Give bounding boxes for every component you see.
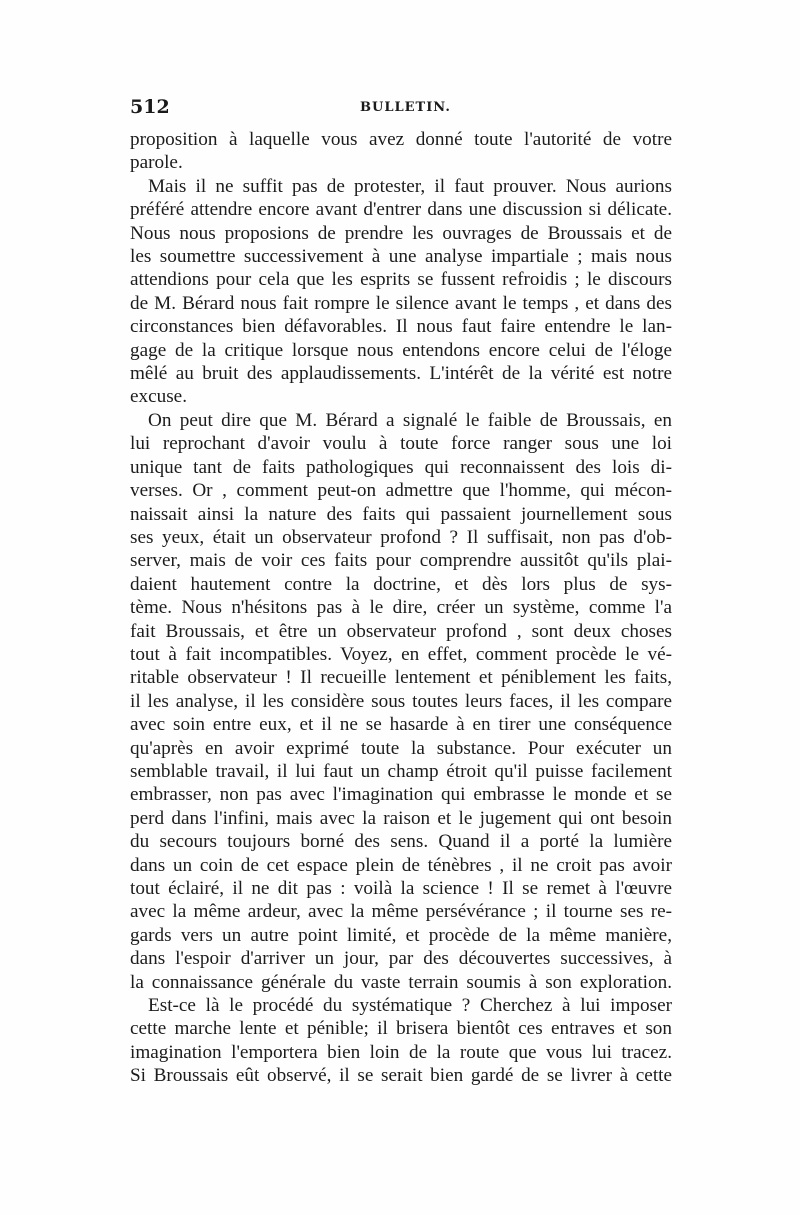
running-head: BULLETIN. (360, 100, 451, 115)
text-line: semblable travail, il lui faut un champ étroit qu'il puisse facilement (130, 760, 672, 782)
text-line: avec soin entre eux, et il ne se hasarde à en tirer une conséquence (130, 714, 672, 736)
text-line: excuse. (130, 386, 188, 408)
text-line: Si Broussais eût observé, il se serait bien gardé de se livrer à cette (130, 1065, 672, 1087)
text-line: gage de la critique lorsque nous entendons encore celui de l'éloge (130, 339, 672, 361)
text-line: circonstances bien défavorables. Il nous faut faire entendre le lan- (130, 316, 672, 338)
text-line: il les analyse, il les considère sous toutes leurs faces, il les compare (130, 690, 672, 712)
text-line: gards vers un autre point limité, et procède de la même manière, (130, 924, 672, 946)
text-line: qu'après en avoir exprimé toute la substance. Pour exécuter un (130, 737, 672, 759)
page-number: 512 (130, 96, 170, 118)
text-line: avec la même ardeur, avec la même persévérance ; il tourne ses re- (130, 901, 672, 923)
text-line: proposition à laquelle vous avez donné toute l'autorité de votre (130, 129, 672, 150)
text-line: préféré attendre encore avant d'entrer dans une discussion si délicate. (130, 199, 672, 221)
text-line: tout éclairé, il ne dit pas : voilà la science ! Il se remet à l'œuvre (130, 878, 672, 899)
text-line: daient hautement contre la doctrine, et dès lors plus de sys- (130, 573, 672, 595)
text-line: perd dans l'infini, mais avec la raison et le jugement qui ont besoin (130, 807, 672, 829)
text-line: la connaissance générale du vaste terrain soumis à son exploration. (130, 971, 672, 993)
text-line: tème. Nous n'hésitons pas à le dire, créer un système, comme l'a (130, 597, 672, 619)
text-line: verses. Or , comment peut-on admettre que l'homme, qui mécon- (130, 480, 672, 502)
text-line: tout à fait incompatibles. Voyez, en effet, comment procède le vé- (130, 643, 672, 665)
text-line: attendions pour cela que les esprits se fussent refroidis ; le discours (130, 269, 672, 291)
text-line: ritable observateur ! Il recueille lentement et péniblement les faits, (130, 667, 672, 689)
text-line: du secours toujours borné des sens. Quand il a porté la lumière (130, 831, 672, 853)
text-line: cette marche lente et pénible; il brisera bientôt ces entraves et son (130, 1018, 672, 1040)
text-line: mêlé au bruit des applaudissements. L'intérêt de la vérité est notre (130, 363, 672, 385)
text-line: embrasser, non pas avec l'imagination qui embrasse le monde et se (130, 784, 672, 806)
text-line: de M. Bérard nous fait rompre le silence avant le temps , et dans des (130, 292, 672, 314)
body-text (130, 128, 672, 1088)
text-line: parole. (130, 152, 183, 174)
text-line: imagination l'emportera bien loin de la route que vous lui tracez. (130, 1041, 672, 1063)
text-line: Nous nous proposions de prendre les ouvrages de Broussais et de (130, 222, 672, 244)
text-line: lui reprochant d'avoir voulu à toute force ranger sous une loi (130, 433, 672, 455)
text-line: dans un coin de cet espace plein de ténèbres , il ne croit pas avoir (130, 854, 672, 876)
text-line: On peut dire que M. Bérard a signalé le faible de Broussais, en (148, 409, 672, 431)
page-header (130, 96, 672, 126)
text-line: fait Broussais, et être un observateur profond , sont deux choses (130, 620, 672, 642)
text-line: les soumettre successivement à une analyse impartiale ; mais nous (130, 246, 672, 268)
text-line: ses yeux, était un observateur profond ? Il suffisait, non pas d'ob- (130, 526, 672, 548)
text-line: Mais il ne suffit pas de protester, il faut prouver. Nous aurions (148, 175, 672, 197)
text-line: unique tant de faits pathologiques qui reconnaissent des lois di- (130, 456, 672, 478)
text-line: dans l'espoir d'arriver un jour, par des découvertes successives, à (130, 948, 672, 970)
text-line: naissait ainsi la nature des faits qui passaient journellement sous (130, 503, 672, 525)
text-line: server, mais de voir ces faits pour comprendre aussitôt qu'ils plai- (130, 550, 672, 572)
text-line: Est-ce là le procédé du systématique ? Cherchez à lui imposer (148, 995, 672, 1017)
